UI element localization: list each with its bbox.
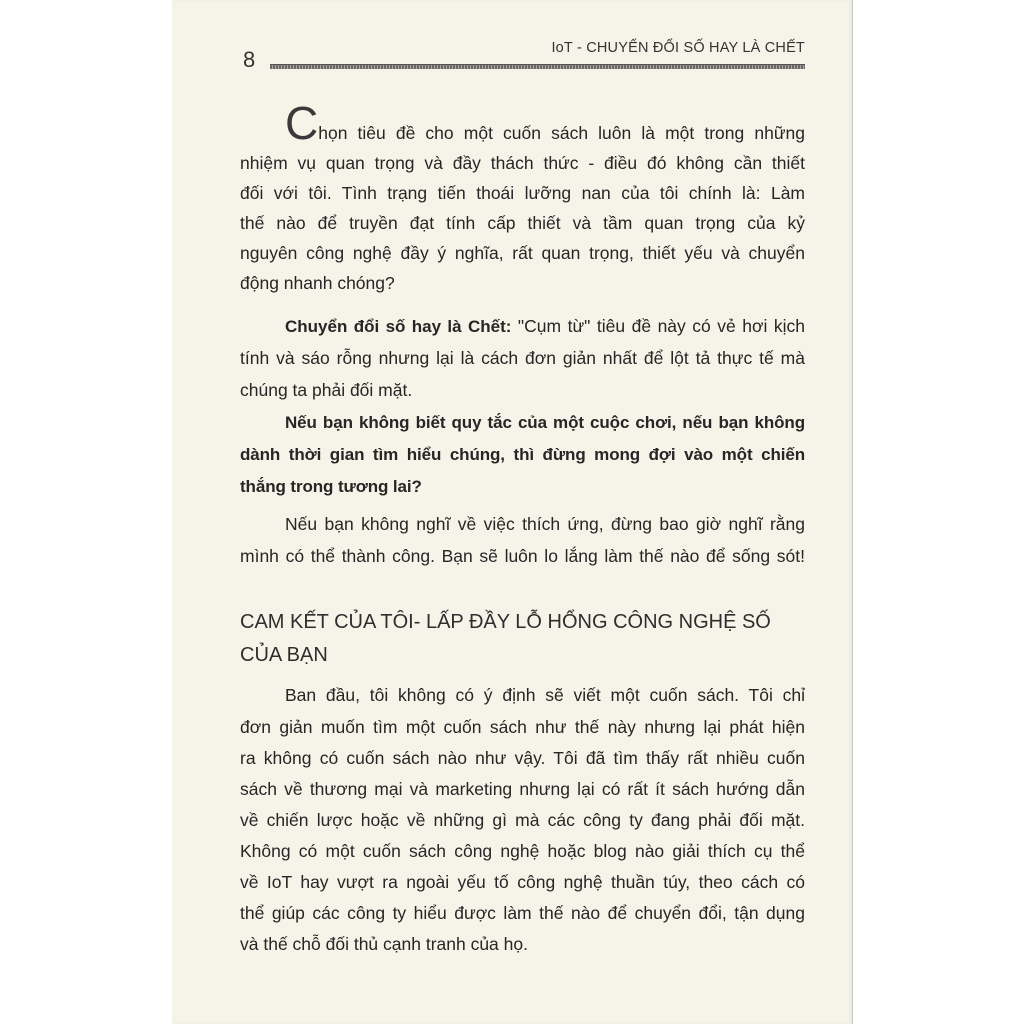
book-page — [172, 0, 853, 1024]
paragraph-5-line-2: đơn giản muốn tìm một cuốn sách như thế này nhưng lại phát hiện — [240, 717, 805, 737]
paragraph-3-line-1: Nếu bạn không biết quy tắc của một cuộc chơi, nếu bạn không — [285, 413, 805, 432]
paragraph-5-line-4: sách về thương mại và marketing nhưng lại có rất ít sách hướng dẫn — [240, 779, 805, 799]
paragraph-1-line-6: động nhanh chóng? — [240, 273, 395, 293]
section-heading-line-1: CAM KẾT CỦA TÔI- LẤP ĐẦY LỖ HỔNG CÔNG NGHỆ SỐ — [240, 611, 771, 633]
paragraph-1-line-5: nguyên công nghệ đầy ý nghĩa, rất quan trọng, thiết yếu và chuyển — [240, 243, 805, 263]
paragraph-5-line-6: Không có một cuốn sách công nghệ hoặc blog nào giải thích cụ thể — [240, 841, 805, 861]
drop-cap: C — [285, 97, 319, 149]
paragraph-5-line-5: về chiến lược hoặc về những gì mà các công ty đang phải đối mặt. — [240, 810, 805, 830]
paragraph-1-line-2: nhiệm vụ quan trọng và đầy thách thức - điều đó không cần thiết — [240, 153, 805, 173]
paragraph-5-line-7: về IoT hay vượt ra ngoài yếu tố công nghệ thuần túy, theo cách có — [240, 872, 805, 892]
paragraph-5-line-9: và thế chỗ đối thủ cạnh tranh của họ. — [240, 934, 528, 954]
paragraph-1-line-1-text: họn tiêu đề cho một cuốn sách luôn là một trong những — [318, 123, 805, 143]
paragraph-3-line-2: dành thời gian tìm hiểu chúng, thì đừng mong đợi vào một chiến — [240, 445, 805, 464]
paragraph-4-line-1: Nếu bạn không nghĩ về việc thích ứng, đừng bao giờ nghĩ rằng — [285, 514, 805, 534]
running-title: IoT - CHUYỂN ĐỔI SỐ HAY LÀ CHẾT — [551, 40, 805, 56]
paragraph-5-line-1: Ban đầu, tôi không có ý định sẽ viết một cuốn sách. Tôi chỉ — [285, 685, 805, 705]
header-rule — [270, 64, 805, 69]
page-number: 8 — [243, 47, 256, 72]
paragraph-5-line-8: thể giúp các công ty hiểu được làm thế nào để chuyển đổi, tận dụng — [240, 903, 805, 923]
paragraph-1-line-4: thế nào để truyền đạt tính cấp thiết và tầm quan trọng của kỷ — [240, 213, 805, 233]
paragraph-2-line-1 — [285, 310, 805, 342]
paragraph-1-line-3: đối với tôi. Tình trạng tiến thoái lưỡng nan của tôi chính là: Làm — [240, 183, 805, 203]
paragraph-1-line-1 — [285, 97, 805, 149]
section-heading-line-2: CỦA BẠN — [240, 644, 328, 666]
paragraph-2-line-2: tính và sáo rỗng nhưng lại là cách đơn giản nhất để lột tả thực tế mà — [240, 348, 805, 368]
paragraph-2-line-1-text: "Cụm từ" tiêu đề này có vẻ hơi kịch — [511, 316, 805, 336]
paragraph-5-line-3: ra không có cuốn sách nào như vậy. Tôi đã tìm thấy rất nhiều cuốn — [240, 748, 805, 768]
paragraph-4-line-2: mình có thể thành công. Bạn sẽ luôn lo lắng làm thế nào để sống sót! — [240, 546, 805, 566]
paragraph-3-line-3: thắng trong tương lai? — [240, 477, 422, 496]
paragraph-2-lead-bold: Chuyển đổi số hay là Chết: — [285, 317, 512, 336]
paragraph-2-line-3: chúng ta phải đối mặt. — [240, 380, 413, 400]
